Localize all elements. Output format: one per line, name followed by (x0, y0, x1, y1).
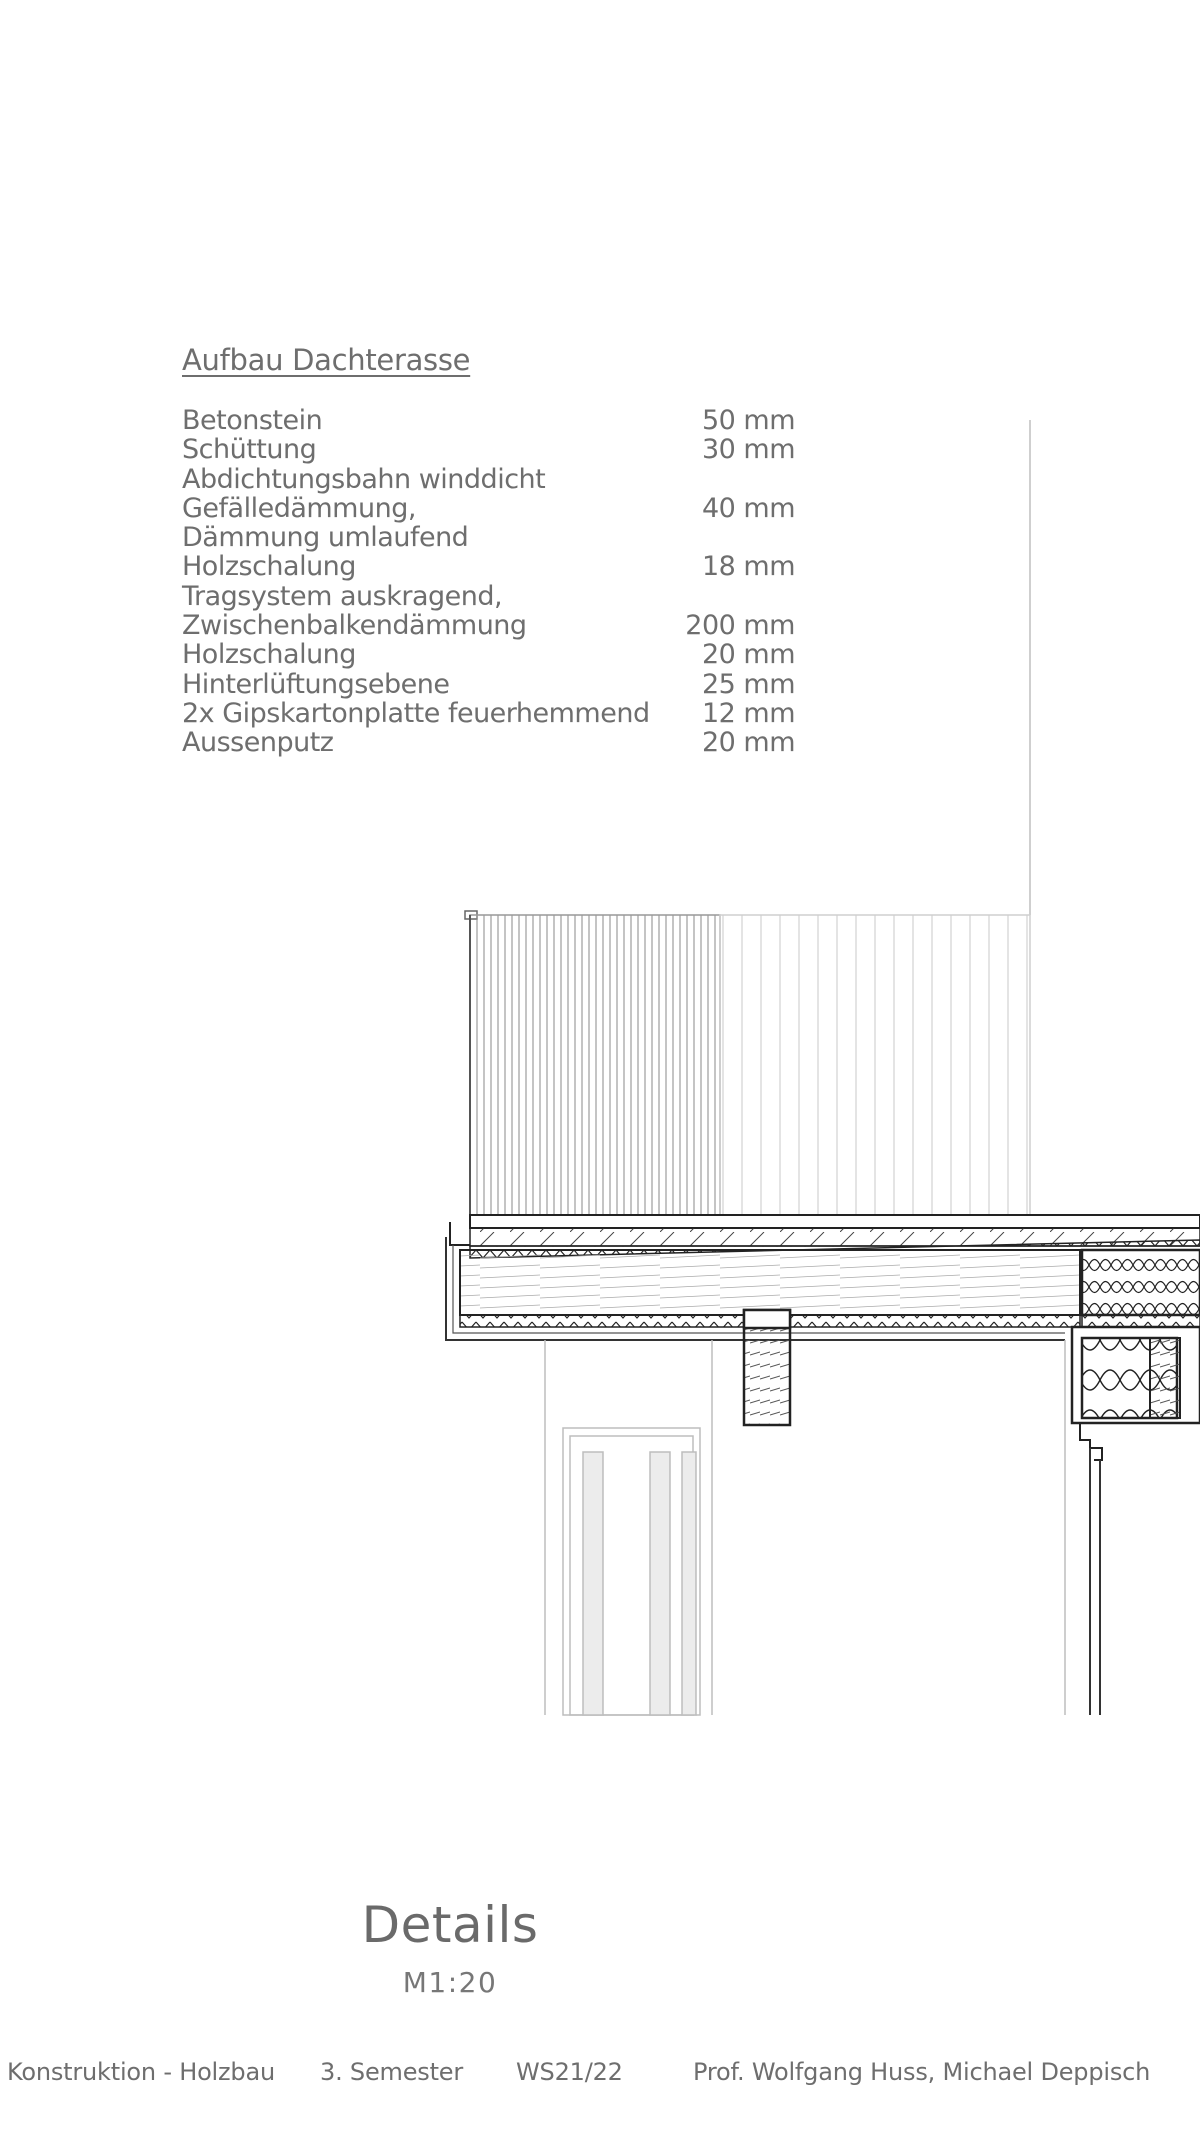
layer-name: Tragsystem auskragend, (182, 580, 503, 612)
layer-name: Betonstein (182, 405, 323, 436)
layer-name: Gefälledämmung, (182, 492, 416, 524)
roof-slab (446, 1215, 1200, 1340)
buildup-title: Aufbau Dachterasse (182, 343, 471, 377)
insulation-band (1082, 1315, 1200, 1327)
layer-thickness: 40 mm (701, 492, 795, 524)
door-glass-1 (583, 1452, 603, 1715)
layer-thickness: 18 mm (701, 551, 795, 583)
layer-name: Aussenputz (182, 727, 334, 759)
door-glass-2 (650, 1452, 670, 1715)
layer-name: Holzschalung (182, 639, 356, 671)
layer-name: Schüttung (182, 434, 317, 466)
layer-name: Holzschalung (182, 551, 356, 583)
paver-layer (470, 1215, 1200, 1228)
layer-thickness: 25 mm (701, 668, 795, 700)
scale-label: M1:20 (402, 1966, 498, 1999)
footer-term: WS21/22 (516, 2058, 623, 2086)
footer-semester: 3. Semester (320, 2058, 464, 2086)
layer-thickness: 12 mm (701, 697, 795, 729)
layer-name: 2x Gipskartonplatte feuerhemmend (182, 697, 650, 729)
door-glass-3 (682, 1452, 696, 1715)
layer-thickness: 20 mm (701, 639, 795, 671)
footer-course: Konstruktion - Holzbau (7, 2058, 275, 2086)
wall-batten (1150, 1338, 1180, 1418)
railing-light-panel (720, 915, 1030, 1215)
layer-thickness: 50 mm (701, 405, 795, 436)
timber-beam (460, 1250, 1080, 1315)
railing-dense-panel (470, 915, 720, 1215)
railing (465, 911, 1030, 1215)
layer-name: Hinterlüftungsebene (182, 668, 450, 700)
membrane-edge (450, 1222, 470, 1245)
roof-edge-insulation (1082, 1250, 1200, 1315)
layer-thickness: 20 mm (701, 727, 795, 759)
footer-tutors: Prof. Wolfgang Huss, Michael Deppisch (693, 2058, 1151, 2086)
layer-thickness: 30 mm (701, 434, 795, 466)
wall-section (1065, 1327, 1200, 1715)
layer-thickness: 200 mm (685, 610, 795, 642)
layer-name: Zwischenbalkendämmung (182, 610, 527, 642)
batten-top (744, 1310, 790, 1328)
door-elevation (545, 1340, 712, 1715)
layer-name: Dämmung umlaufend (182, 522, 469, 554)
sheet-title: Details (361, 1896, 539, 1954)
layer-name: Abdichtungsbahn winddicht (182, 463, 546, 495)
